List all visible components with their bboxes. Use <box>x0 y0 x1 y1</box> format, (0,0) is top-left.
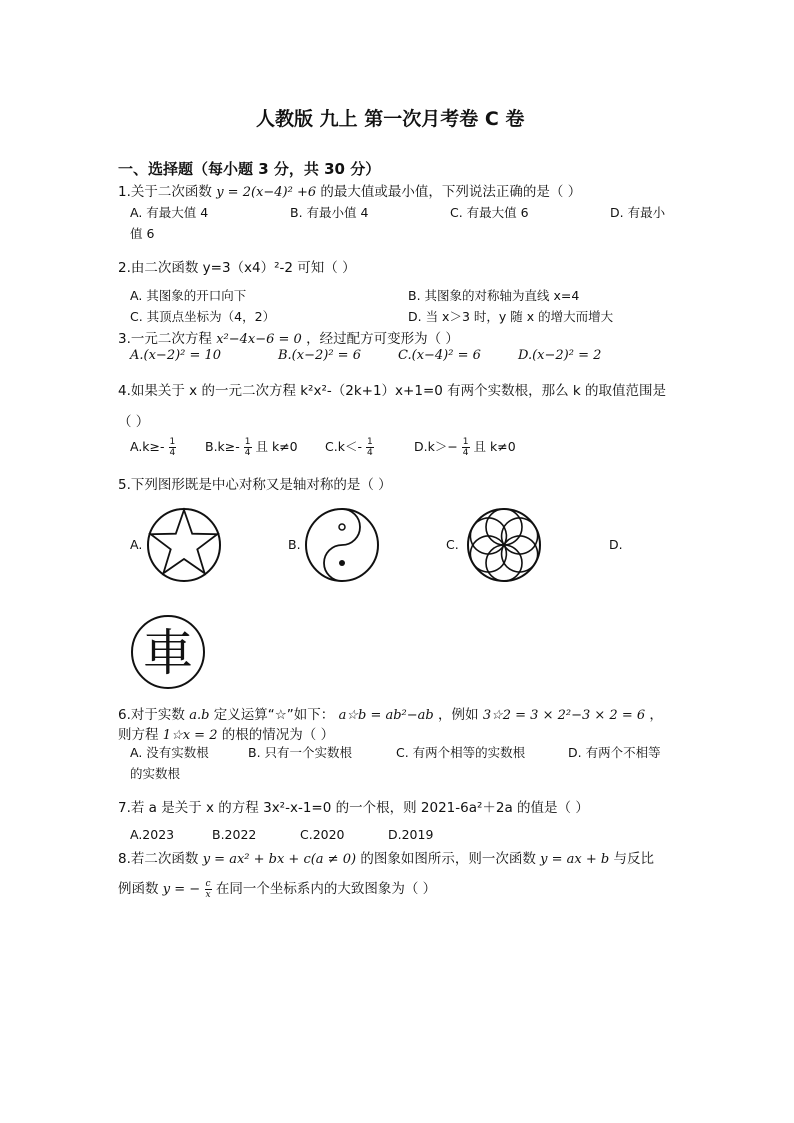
q6-equation: 1☆x = 2 <box>162 728 218 743</box>
q2-option-b[interactable]: B. 其图象的对称轴为直线 x=4 <box>408 288 580 303</box>
q4-option-c[interactable]: C.k＜- $\frac{1}{4}$ <box>325 437 373 458</box>
q6-option-d-wrap: 的实数根 <box>130 766 181 781</box>
q1-option-a[interactable]: A. 有最大值 4 <box>130 205 209 220</box>
q6-option-d[interactable]: D. 有两个不相等 <box>568 745 661 760</box>
q3-option-b[interactable]: B.(x−2)² = 6 <box>278 348 361 363</box>
q4-option-a[interactable]: A.k≥- $\frac{1}{4}$ <box>130 437 176 458</box>
q3-option-a[interactable]: A.(x−2)² = 10 <box>130 348 222 363</box>
flower-in-circle-figure[interactable] <box>466 507 542 583</box>
q8-quadratic-formula: y = ax² + bx + c(a ≠ 0) <box>202 852 357 867</box>
q5-label-d[interactable]: D. <box>609 537 623 552</box>
che-character-figure[interactable] <box>130 614 206 690</box>
q6-example-formula: 3☆2 = 3 × 2²−3 × 2 = 6 <box>482 708 646 723</box>
q1-option-c[interactable]: C. 有最大值 6 <box>450 205 529 220</box>
page-title: 人教版 九上 第一次月考卷 C 卷 <box>256 108 525 130</box>
q2-option-c[interactable]: C. 其顶点坐标为（4，2） <box>130 309 276 324</box>
question-4-stem: 4.如果关于 x 的一元二次方程 k²x²-（2k+1）x+1=0 有两个实数根，那么 k 的取值范围是 <box>118 383 667 399</box>
q1-option-d[interactable]: D. 有最小 <box>610 205 666 220</box>
q1-option-d-wrap: 值 6 <box>130 226 155 241</box>
q2-option-a[interactable]: A. 其图象的开口向下 <box>130 288 247 303</box>
question-1-stem: 1.关于二次函数 y = 2(x−4)² +6 的最大值或最小值，下列说法正确的是（ ） <box>118 184 582 200</box>
q6-option-c[interactable]: C. 有两个相等的实数根 <box>396 745 526 760</box>
question-4-paren: （ ） <box>118 414 150 430</box>
section-heading: 一、选择题（每小题 3 分，共 30 分） <box>118 160 381 178</box>
che-character: 車 <box>143 624 193 682</box>
q8-linear-formula: y = ax + b <box>540 852 610 867</box>
q2-option-d[interactable]: D. 当 x＞3 时，y 随 x 的增大而增大 <box>408 309 614 324</box>
question-6-stem: 6.对于实数 a.b 定义运算“☆”如下： a☆b = ab²−ab ，例如 3☆2 = 3 × 2²−3 × 2 = 6 ， <box>118 707 663 723</box>
q5-label-c[interactable]: C. <box>446 537 459 552</box>
question-7-stem: 7.若 a 是关于 x 的方程 3x²-x-1=0 的一个根，则 2021-6a²＋2a 的值是（ ） <box>118 800 589 816</box>
q6-definition-formula: a☆b = ab²−ab <box>338 708 434 723</box>
q7-option-c[interactable]: C.2020 <box>300 827 345 842</box>
q8-inverse-formula: y = − <box>162 882 201 897</box>
q4-option-b[interactable]: B.k≥- $\frac{1}{4}$ 且 k≠0 <box>205 437 298 458</box>
question-5-stem: 5.下列图形既是中心对称又是轴对称的是（ ） <box>118 477 392 493</box>
question-8-stem: 8.若二次函数 y = ax² + bx + c(a ≠ 0) 的图象如图所示，则一次函数 y = ax + b 与反比 <box>118 851 655 867</box>
q5-label-b[interactable]: B. <box>288 537 301 552</box>
q6-option-b[interactable]: B. 只有一个实数根 <box>248 745 353 760</box>
question-3-stem: 3.一元二次方程 x²−4x−6 = 0 ，经过配方可变形为（ ） <box>118 331 459 347</box>
question-8-line2: 例函数 y = − $\frac{c}{x}$ 在同一个坐标系内的大致图象为（ ） <box>118 878 437 900</box>
q7-option-b[interactable]: B.2022 <box>212 827 257 842</box>
q3-option-d[interactable]: D.(x−2)² = 2 <box>518 348 602 363</box>
yin-yang-figure[interactable] <box>304 507 380 583</box>
q7-option-a[interactable]: A.2023 <box>130 827 175 842</box>
q6-option-a[interactable]: A. 没有实数根 <box>130 745 209 760</box>
q3-formula: x²−4x−6 = 0 <box>216 332 302 347</box>
question-6-line2: 则方程 1☆x = 2 的根的情况为（ ） <box>118 727 335 743</box>
question-2-stem: 2.由二次函数 y=3（x4）²-2 可知（ ） <box>118 260 356 276</box>
q4-option-d[interactable]: D.k＞− $\frac{1}{4}$ 且 k≠0 <box>414 437 516 458</box>
q1-formula: y = 2(x−4)² +6 <box>216 185 317 200</box>
q3-option-c[interactable]: C.(x−4)² = 6 <box>398 348 481 363</box>
star-in-circle-figure[interactable] <box>146 507 222 583</box>
q7-option-d[interactable]: D.2019 <box>388 827 434 842</box>
q5-label-a[interactable]: A. <box>130 537 143 552</box>
q1-option-b[interactable]: B. 有最小值 4 <box>290 205 369 220</box>
